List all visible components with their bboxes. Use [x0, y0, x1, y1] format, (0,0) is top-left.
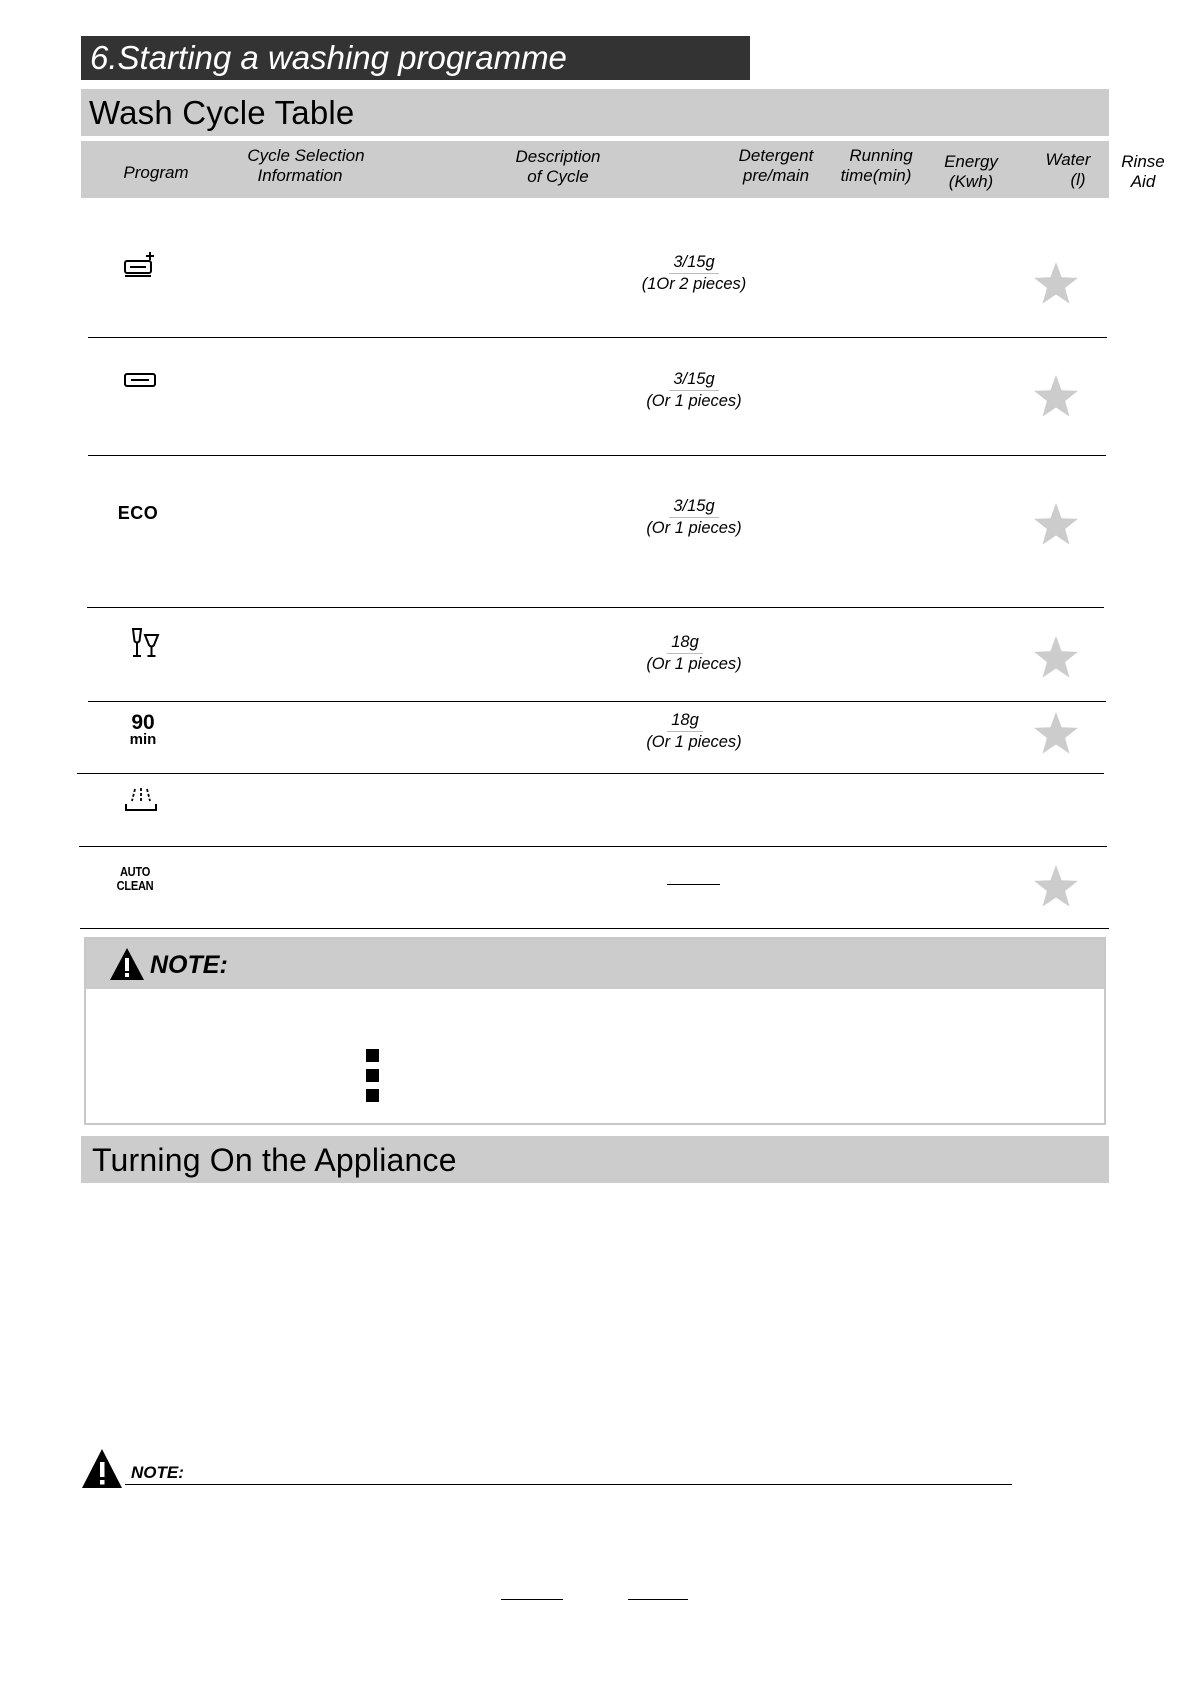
row4-detergent-amount: 18g — [667, 632, 703, 654]
row-divider — [88, 337, 1107, 338]
header-rinse-aid-line2: Aid — [1130, 172, 1156, 191]
header-cycle-selection — [226, 146, 386, 186]
turning-on-title: Turning On the Appliance — [81, 1136, 1109, 1183]
row1-detergent-amount: 3/15g — [669, 252, 718, 274]
bullet-square — [366, 1089, 379, 1102]
bottom-note-label: NOTE: — [131, 1463, 184, 1482]
header-water-line2: (l) — [1070, 170, 1086, 189]
row3-detergent — [604, 496, 784, 539]
row2-detergent-note: (Or 1 pieces) — [646, 392, 742, 410]
wash-cycle-table-title: Wash Cycle Table — [81, 89, 1109, 136]
note-box — [84, 937, 1106, 1125]
90-min-unit: min — [129, 731, 157, 748]
row-divider — [80, 928, 1109, 929]
note-header — [86, 939, 1104, 989]
header-detergent-line1: Detergent — [738, 146, 814, 165]
note-label: NOTE: — [150, 951, 228, 979]
normal-pot-icon — [110, 370, 170, 392]
bottom-note-underline — [125, 1484, 1012, 1485]
warning-icon — [81, 1448, 123, 1490]
bullet-square — [366, 1049, 379, 1062]
header-running-time-line1: Running — [849, 146, 913, 165]
header-rinse-aid-line1: Rinse — [1121, 152, 1165, 171]
row-divider — [77, 773, 1104, 774]
header-energy-line2: (Kwh) — [948, 172, 994, 191]
row4-detergent-note: (Or 1 pieces) — [646, 655, 742, 673]
table-header — [81, 141, 1165, 198]
row-divider — [88, 701, 1106, 702]
blank-underline — [501, 1599, 563, 1600]
auto-clean-line2: CLEAN — [116, 878, 154, 893]
row4-detergent — [600, 632, 780, 675]
warning-icon — [109, 947, 145, 981]
rinse-aid-star-icon — [1033, 501, 1079, 547]
rinse-aid-star-icon — [1033, 710, 1079, 756]
eco-icon: ECO — [117, 503, 159, 523]
auto-clean-icon — [110, 865, 161, 893]
rinse-aid-star-icon — [1033, 260, 1079, 306]
header-energy-line1: Energy — [944, 152, 998, 171]
section-title: 6.Starting a washing programme — [81, 36, 750, 80]
row-divider — [88, 455, 1106, 456]
header-rinse-aid — [1103, 152, 1183, 192]
row5-detergent-amount: 18g — [667, 710, 703, 732]
row3-detergent-amount: 3/15g — [669, 496, 718, 518]
row5-detergent — [600, 710, 780, 753]
90-min-icon — [113, 712, 173, 747]
rinse-icon — [111, 786, 171, 816]
row-divider — [87, 607, 1104, 608]
bullet-square — [366, 1069, 379, 1082]
row3-detergent-note: (Or 1 pieces) — [646, 519, 742, 537]
header-water — [1033, 150, 1103, 190]
row7-detergent-dash — [667, 884, 720, 885]
intensive-pot-plus-icon — [110, 250, 170, 280]
rinse-aid-star-icon — [1033, 863, 1079, 909]
header-cycle-selection-line2: Information — [257, 166, 343, 185]
header-detergent-line2: pre/main — [742, 166, 810, 185]
row5-detergent-note: (Or 1 pieces) — [646, 733, 742, 751]
row1-detergent — [604, 252, 784, 295]
90-min-number: 90 — [131, 711, 155, 734]
auto-clean-line1: AUTO — [119, 864, 151, 879]
header-water-line1: Water — [1045, 150, 1091, 169]
blank-underline — [628, 1599, 688, 1600]
rinse-aid-star-icon — [1033, 373, 1079, 419]
rinse-aid-star-icon — [1033, 634, 1079, 680]
header-running-time — [826, 146, 926, 186]
header-detergent — [721, 146, 831, 186]
header-cycle-selection-line1: Cycle Selection — [247, 146, 365, 165]
header-description — [498, 147, 618, 187]
header-description-line2: of Cycle — [527, 167, 589, 186]
row2-detergent-amount: 3/15g — [669, 369, 718, 391]
row-divider — [79, 846, 1107, 847]
glass-icon — [116, 627, 176, 659]
row2-detergent — [604, 369, 784, 412]
row1-detergent-note: (1Or 2 pieces) — [641, 275, 747, 293]
header-program: Program — [123, 163, 189, 182]
header-running-time-line2: time(min) — [840, 166, 912, 185]
header-energy — [926, 152, 1016, 192]
header-description-line1: Description — [515, 147, 601, 166]
